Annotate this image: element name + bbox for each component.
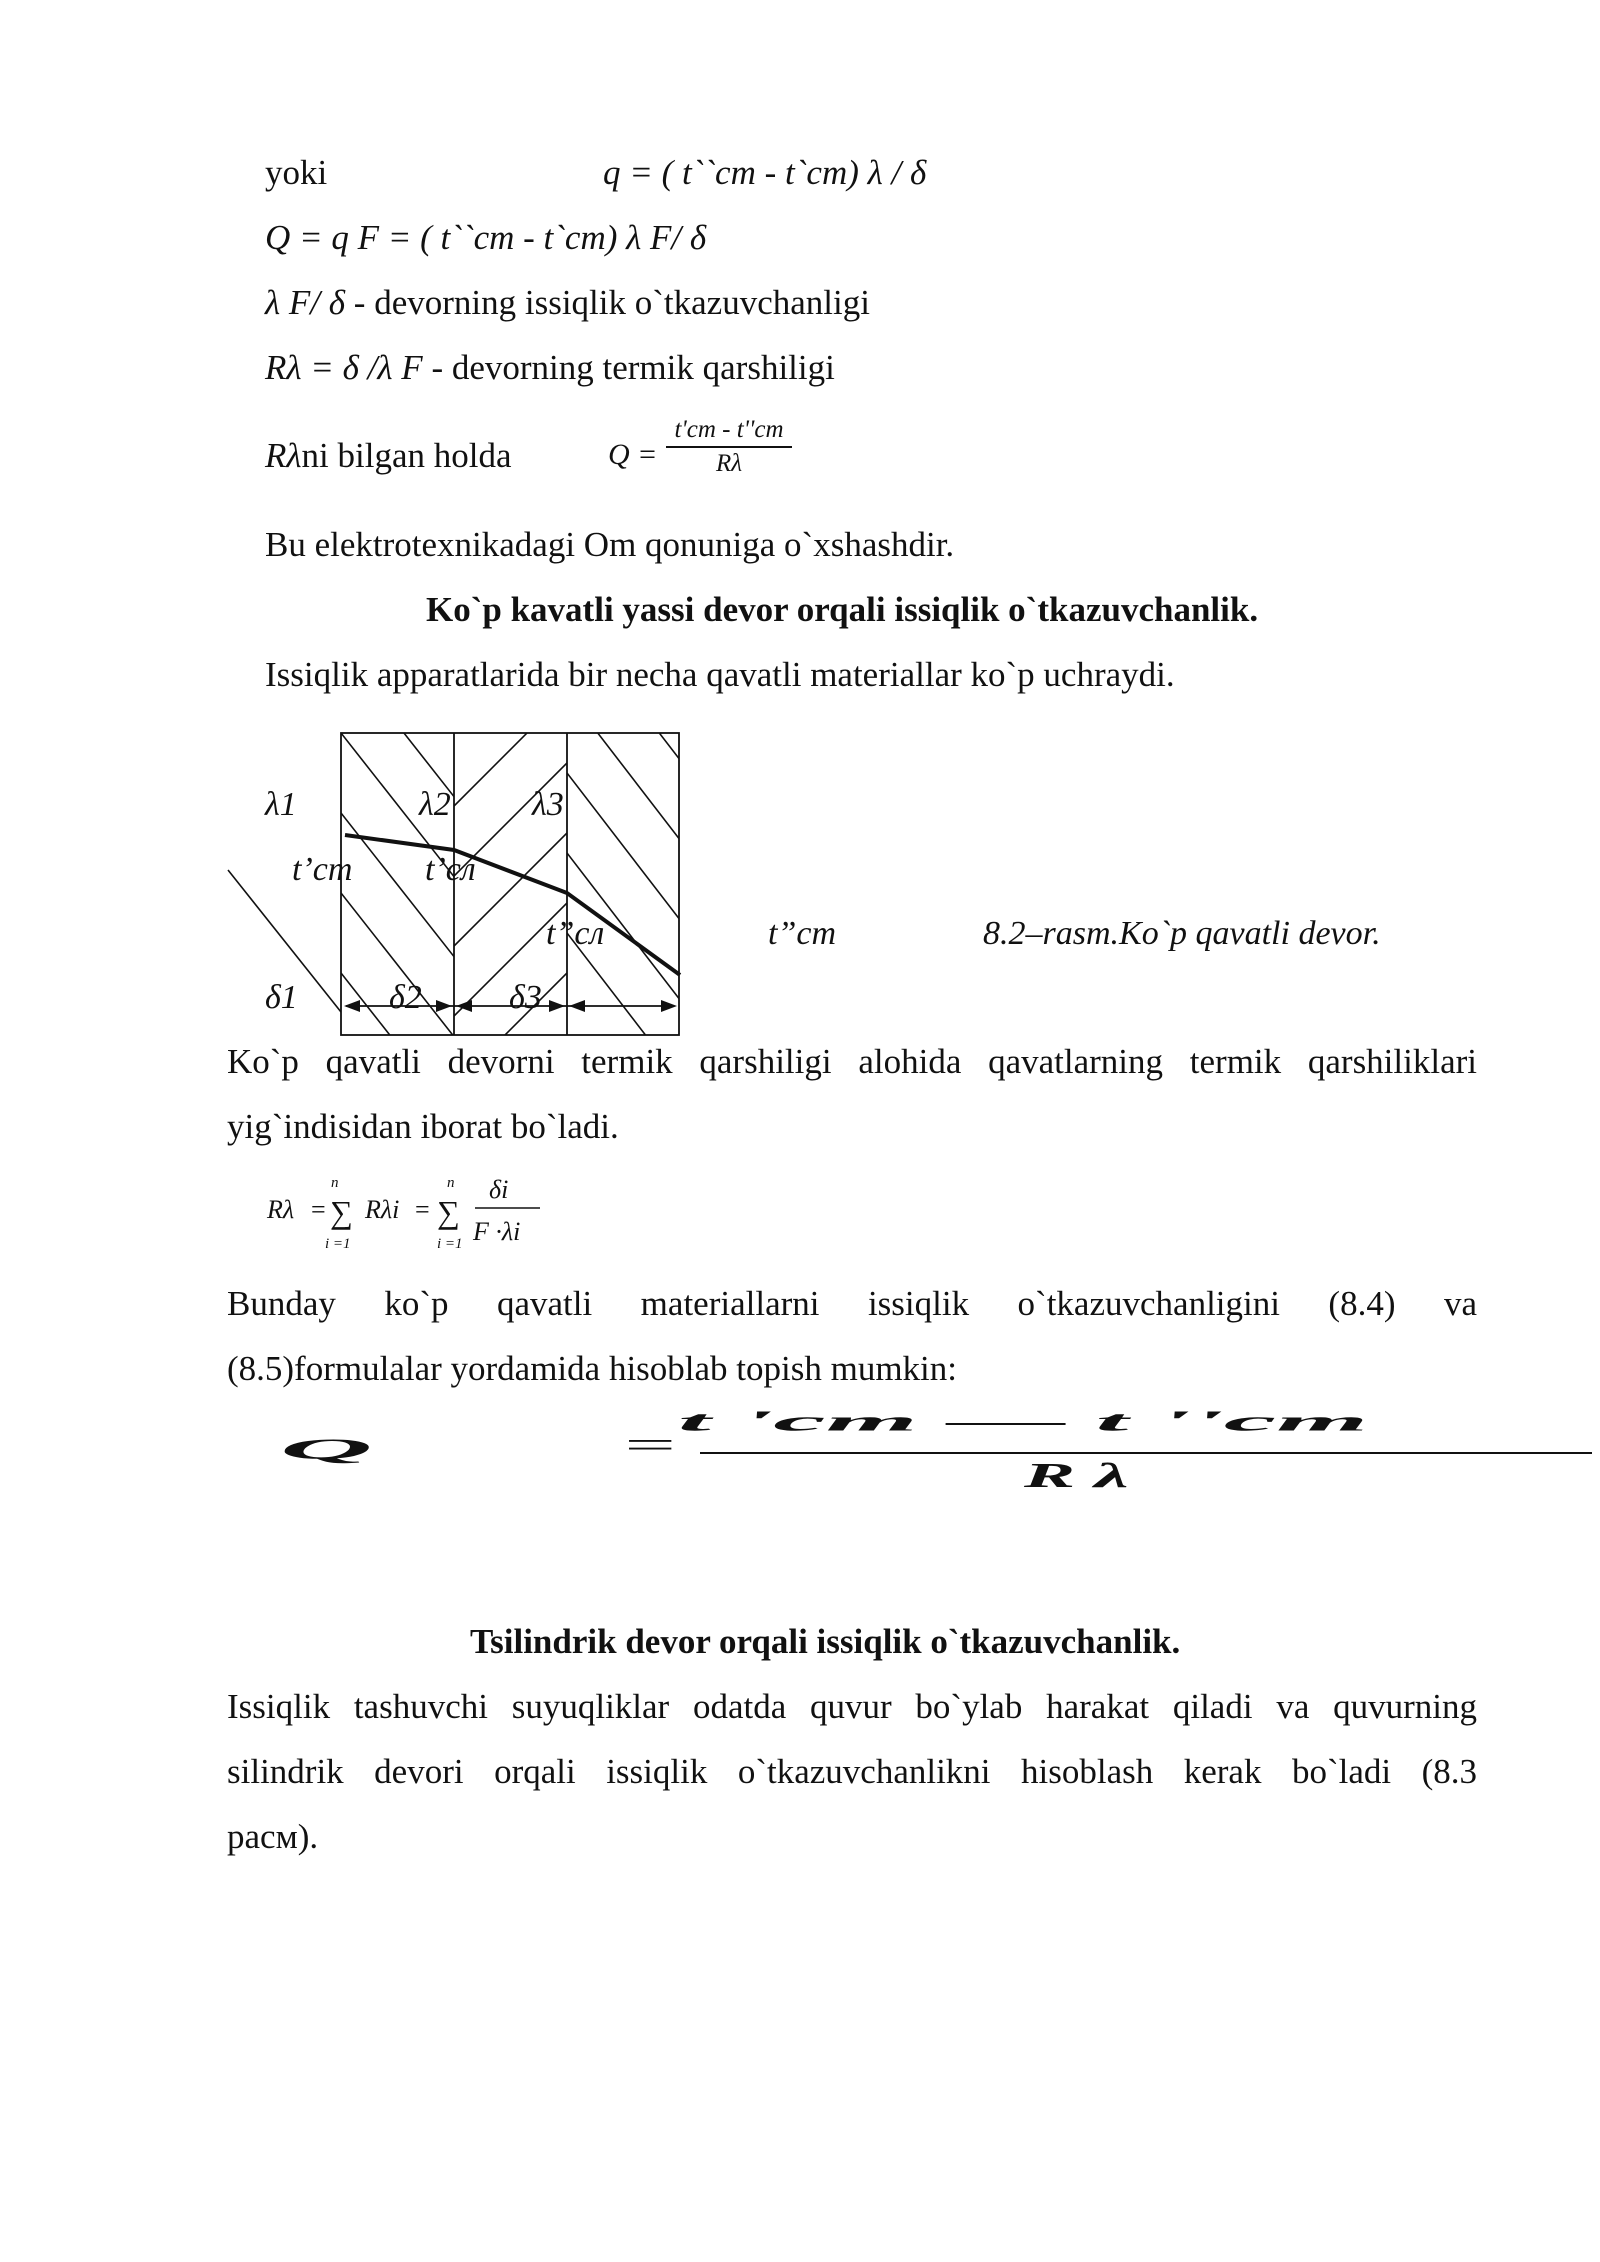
big-denominator: R λ: [1023, 1455, 1129, 1495]
formula-q: q = ( t``cm - t`cm) λ / δ: [603, 153, 927, 192]
sum-eq1: =: [311, 1195, 326, 1224]
label-lambda3: λ3: [532, 786, 564, 823]
layer1-hatching: [341, 573, 651, 1100]
sum-lower2: i =1: [437, 1236, 463, 1252]
sum-sigma2: ∑: [437, 1194, 460, 1230]
multilayer-wall-figure: [0, 0, 1600, 1100]
rlambda-symbol: Rλ: [265, 436, 302, 475]
rlambda-text: ni bilgan holda: [301, 436, 512, 475]
label-lambda2: λ2: [419, 786, 451, 823]
resistance-text: - devorning termik qarshiligi: [422, 348, 835, 387]
sum-lhs: Rλ: [267, 1195, 295, 1224]
sum-term1: Rλi: [365, 1195, 400, 1224]
ohm-analogy-text: Bu elektrotexnikadagi Om qonuniga o`xshashdir.: [265, 525, 955, 564]
paragraph-pipe-l3: расм).: [227, 1817, 319, 1856]
formula-small-numerator: t'cm - t''cm: [674, 416, 784, 443]
formula-sum: [255, 1168, 575, 1254]
label-delta2: δ2: [389, 979, 422, 1016]
sum-upper1: n: [331, 1175, 339, 1191]
formula-Q: Q = q F = ( t``cm - t`cm) λ F/ δ: [265, 218, 707, 257]
temperature-curve: [345, 835, 680, 975]
label-t-cm-inner: t’cm: [292, 851, 353, 888]
big-eq: =: [624, 1424, 676, 1467]
label-delta1: δ1: [265, 979, 298, 1016]
label-delta3: δ3: [509, 979, 542, 1016]
sum-eq2: =: [415, 1195, 430, 1224]
formula-small-denominator: Rλ: [715, 450, 743, 477]
paragraph-formulas-l2: (8.5)formulalar yordamida hisoblab topish mumkin:: [227, 1349, 958, 1388]
paragraph-resistance-l2: yig`indisidan iborat bo`ladi.: [227, 1107, 619, 1146]
label-t-sl-2: t”сл: [546, 915, 605, 952]
resistance-symbol: Rλ = δ /λ F: [265, 348, 423, 387]
heading-cylindrical-wall: Tsilindrik devor orqali issiqlik o`tkazuvchanlik.: [470, 1622, 1181, 1661]
text-yoki: yoki: [265, 153, 328, 192]
sum-lower1: i =1: [325, 1236, 351, 1252]
paragraph-pipe-l2: silindrik devori orqali issiqlik o`tkazuvchanlikni hisoblash kerak bo`ladi (8.3: [227, 1752, 1477, 1791]
paragraph-apparatus: Issiqlik apparatlarida bir necha qavatli materiallar ko`p uchraydi.: [265, 655, 1175, 694]
sum-numerator: δi: [489, 1175, 509, 1204]
label-lambda1: λ1: [265, 786, 297, 823]
sum-sigma1: ∑: [330, 1194, 353, 1230]
conductance-symbol: λ F/ δ: [265, 283, 346, 322]
paragraph-pipe-l1: Issiqlik tashuvchi suyuqliklar odatda quvur bo`ylab harakat qiladi va quvurning: [227, 1687, 1477, 1726]
figure-caption: 8.2–rasm.Ko`p qavatli devor.: [983, 915, 1381, 952]
sum-denominator: F ·λi: [473, 1217, 521, 1246]
heading-multilayer-wall: Ko`p kavatli yassi devor orqali issiqlik o`tkazuvchanlik.: [426, 590, 1259, 629]
paragraph-formulas-l1: Bunday ko`p qavatli materiallarni issiqlik o`tkazuvchanligini (8.4) va: [227, 1284, 1477, 1323]
formula-big: [280, 1400, 1600, 1520]
label-t-sl-1: t’сл: [425, 851, 476, 888]
sum-upper2: n: [447, 1175, 455, 1191]
big-lhs: Q: [280, 1433, 373, 1466]
layer2-hatching: [454, 693, 567, 1086]
paragraph-resistance-l1: Ko`p qavatli devorni termik qarshiligi alohida qavatlarning termik qarshiliklari: [227, 1042, 1477, 1081]
label-t-cm-outer: t”cm: [768, 915, 836, 952]
layer3-hatching: [567, 613, 767, 1100]
formula-small-lhs: Q =: [608, 438, 658, 471]
big-numerator: t 'cm — t ''cm: [677, 1404, 1369, 1437]
conductance-text: - devorning issiqlik o`tkazuvchanligi: [345, 283, 870, 322]
